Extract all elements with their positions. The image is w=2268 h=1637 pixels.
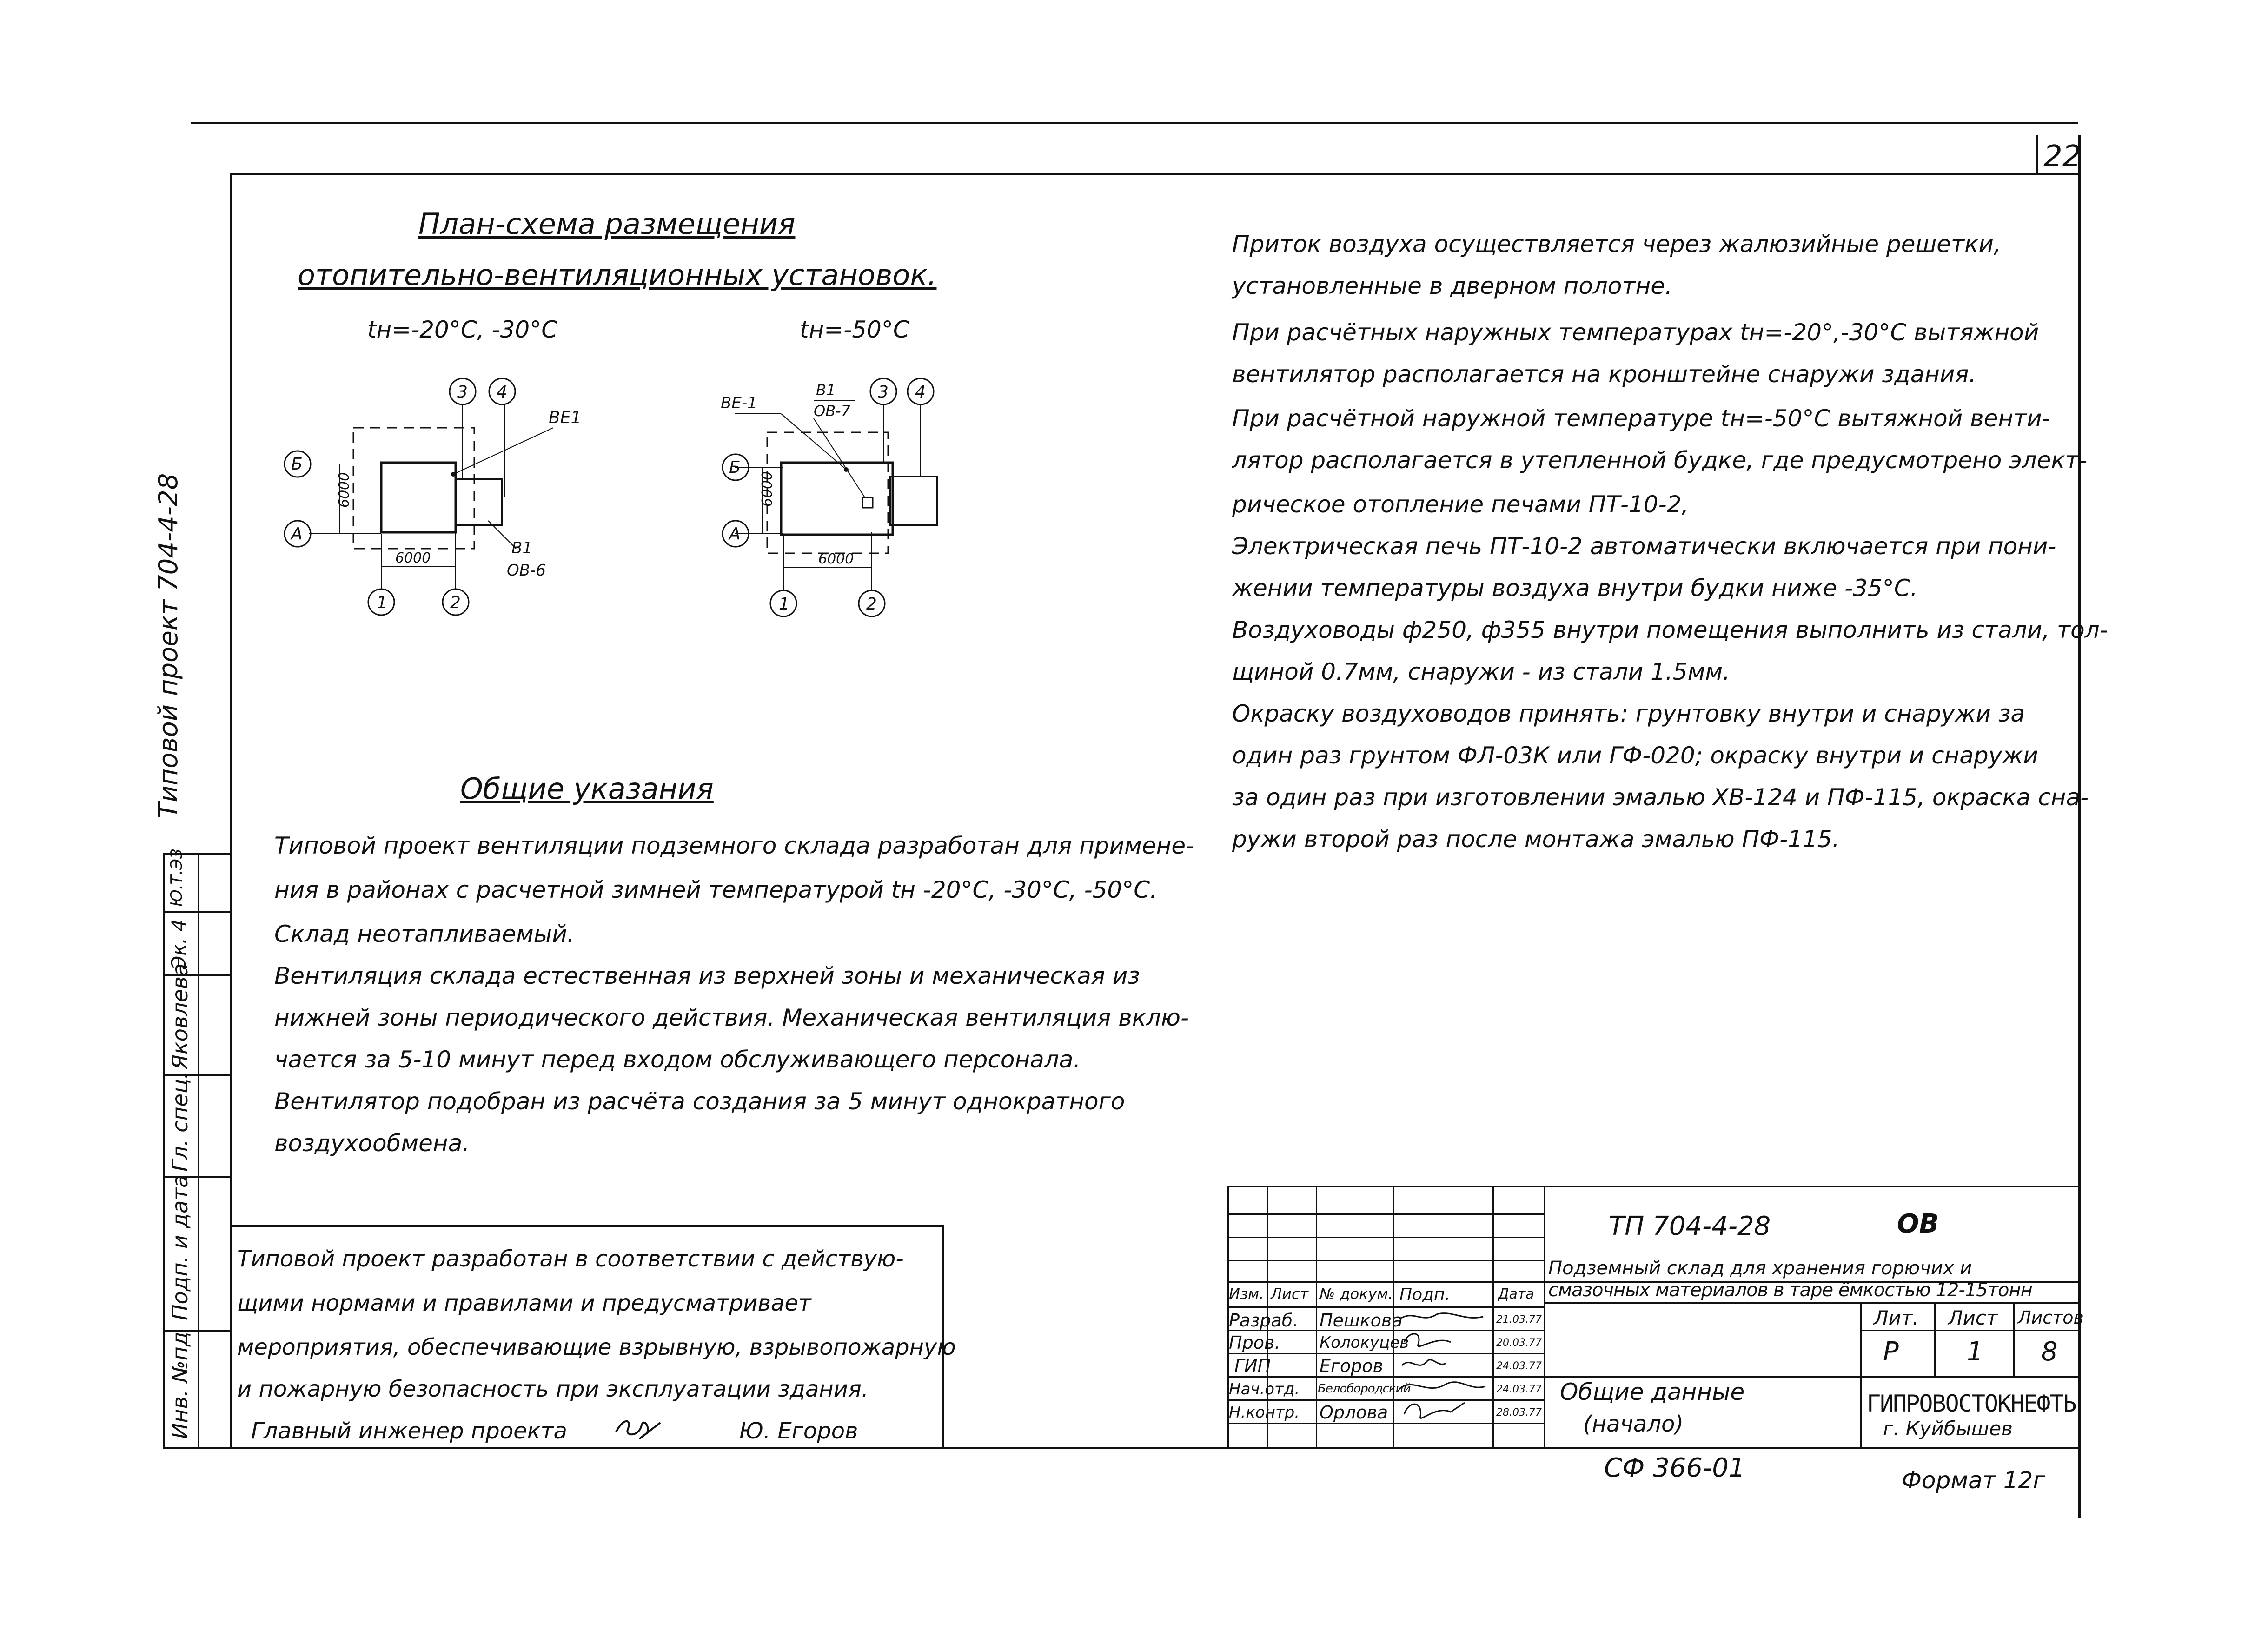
note-line: Приток воздуха осуществляется через жалюзийные решетки,: [1232, 231, 2001, 258]
right-axis-2: 2: [866, 595, 877, 614]
tb-name: Белобородский: [1318, 1382, 1411, 1396]
scheme-left-temp: tн=-20°С, -30°С: [367, 316, 558, 343]
margin-yakovleva: Яковлева: [167, 963, 192, 1069]
scheme-title-2: отопительно-вентиляционных установок.: [298, 258, 937, 292]
right-dim-v: 6000: [759, 471, 776, 507]
tb-row-3: [1227, 1260, 1544, 1261]
tb-code: ТП 704-4-28: [1609, 1211, 1771, 1241]
right-axis-a: А: [729, 524, 741, 543]
statement-line: Типовой проект разработан в соответствии с действую-: [237, 1246, 904, 1272]
tb-org: ГИПРОВОСТОКНЕФТЬ: [1867, 1390, 2076, 1417]
right-axis-4: 4: [915, 383, 926, 402]
left-fan-label: ВЕ1: [549, 408, 582, 427]
tb-row-5: [1227, 1306, 1544, 1308]
format-label: Формат 12г: [1902, 1467, 2045, 1494]
general-line: Склад неотапливаемый.: [274, 921, 575, 948]
margin-inv-no: Инв. №пд: [167, 1332, 192, 1439]
tb-sheet-title-2: (начало): [1583, 1411, 1684, 1437]
note-line: Электрическая печь ПТ-10-2 автоматически включается при пони-: [1232, 533, 2056, 560]
margin-date: Ю.Т.ЭЗ: [167, 848, 186, 907]
left-axis-a: А: [291, 524, 303, 543]
general-heading: Общие указания: [460, 772, 714, 806]
general-line: Вентиляция склада естественная из верхней зоны и механическая из: [274, 962, 1140, 989]
tb-list: 1: [1967, 1337, 1983, 1367]
statement-line: и пожарную безопасность при эксплуатации здания.: [237, 1376, 869, 1402]
tb-hdr-podp: Подп.: [1399, 1285, 1450, 1304]
tb-row-7: [1227, 1353, 1544, 1354]
note-line: за один раз при изготовлении эмалью ХВ-124 и ПФ-115, окраска сна-: [1232, 784, 2089, 811]
left-dim-h: 6000: [395, 550, 431, 566]
general-line: чается за 5-10 минут перед входом обслуживающего персонала.: [274, 1046, 1081, 1073]
left-side-label: Типовой проект 704-4-28: [153, 473, 184, 818]
page-number: 22: [2043, 139, 2082, 174]
left-dim-v: 6000: [336, 472, 352, 508]
tb-col-5: [1544, 1186, 1545, 1449]
note-line: При расчётных наружных температурах tн=-20°,-30°С вытяжной: [1232, 319, 2039, 346]
statement-line: щими нормами и правилами и предусматривает: [237, 1290, 811, 1316]
tb-row-2: [1227, 1237, 1544, 1238]
tb-sheet-title-1: Общие данные: [1560, 1379, 1745, 1405]
top-outer-line: [191, 122, 2078, 124]
margin-div-1: [163, 911, 232, 913]
tb-row-8: [1227, 1376, 2081, 1378]
note-line: лятор располагается в утепленной будке, где предусмотрено элект-: [1232, 447, 2087, 474]
tb-date: 28.03.77: [1496, 1407, 1542, 1418]
tb-hdr-izm: Изм.: [1229, 1285, 1264, 1303]
scheme-right-temp: tн=-50°С: [800, 316, 909, 343]
right-axis-3: 3: [878, 383, 889, 402]
tb-name: Колокуцев: [1320, 1333, 1409, 1352]
tb-section: ОВ: [1897, 1209, 1939, 1239]
tb-name: Орлова: [1320, 1402, 1388, 1423]
tb-right-row-b: [1860, 1330, 2081, 1331]
margin-strip-left: [163, 853, 165, 1448]
tb-list-div: [2013, 1302, 2015, 1376]
left-axis-4: 4: [497, 383, 507, 402]
tb-lit: Р: [1883, 1337, 1899, 1367]
tb-lit-label: Лит.: [1874, 1306, 1919, 1329]
chief-engineer-label: Главный инженер проекта: [251, 1418, 567, 1444]
tb-lit-div: [1934, 1302, 1936, 1376]
note-line: вентилятор располагается на кронштейне снаружи здания.: [1232, 361, 1976, 388]
plan-scheme-left: [270, 358, 586, 628]
tb-row-10: [1227, 1423, 1544, 1424]
page-number-box-left: [2036, 135, 2038, 174]
tb-date: 24.03.77: [1496, 1384, 1542, 1395]
general-line: Вентилятор подобран из расчёта создания за 5 минут однократного: [274, 1088, 1125, 1115]
general-line: воздухообмена.: [274, 1130, 470, 1157]
left-axis-b: Б: [291, 455, 303, 474]
tb-right-row-a: [1544, 1302, 2081, 1304]
tb-project-2: смазочных материалов в таре ёмкостью 12-15тонн: [1548, 1279, 2032, 1301]
left-vent-label: В1: [511, 539, 532, 557]
note-line: рическое отопление печами ПТ-10-2,: [1232, 491, 1689, 518]
note-line: При расчётной наружной температуре tн=-50°С вытяжной венти-: [1232, 405, 2050, 432]
right-axis-b: Б: [729, 458, 741, 477]
note-line: один раз грунтом ФЛ-03К или ГФ-020; окраску внутри и снаружи: [1232, 742, 2038, 769]
margin-chief-spec: Гл. спец.: [167, 1072, 192, 1172]
right-axis-1: 1: [779, 595, 789, 614]
tb-date: 24.03.77: [1496, 1360, 1542, 1372]
tb-name: Пешкова: [1320, 1310, 1403, 1331]
left-axis-3: 3: [457, 383, 468, 402]
scheme-title-1: План-схема размещения: [418, 207, 796, 241]
frame-top: [230, 173, 2081, 175]
tb-col-2: [1316, 1186, 1317, 1449]
statement-line: мероприятия, обеспечивающие взрывную, взрывопожарную: [237, 1334, 956, 1360]
note-line: ружи второй раз после монтажа эмалью ПФ-115.: [1232, 826, 1840, 853]
general-line: ния в районах с расчетной зимней температурой tн -20°С, -30°С, -50°С.: [274, 876, 1158, 903]
right-vent-label: В1: [816, 381, 836, 399]
margin-div-5: [163, 1330, 232, 1332]
right-dim-h: 6000: [818, 551, 854, 567]
tb-list-label: Лист: [1948, 1306, 1998, 1329]
tb-role: Разраб.: [1229, 1310, 1299, 1331]
tb-hdr-ndoc: № докум.: [1320, 1285, 1393, 1303]
note-line: жении температуры воздуха внутри будки ниже -35°С.: [1232, 575, 1918, 602]
tb-listov-label: Листов: [2018, 1307, 2084, 1328]
left-axis-1: 1: [377, 593, 387, 612]
margin-ek: Эк. 4: [167, 919, 190, 969]
general-line: нижней зоны периодического действия. Механическая вентиляция вклю-: [274, 1004, 1189, 1031]
tb-role: Н.контр.: [1229, 1403, 1300, 1422]
tb-project-1: Подземный склад для хранения горючих и: [1548, 1258, 1972, 1279]
tb-city: г. Куйбышев: [1883, 1417, 2013, 1440]
footer-code: СФ 366-01: [1604, 1453, 1745, 1483]
chief-engineer-name: Ю. Егоров: [739, 1418, 858, 1444]
tb-col-4: [1492, 1186, 1494, 1449]
chief-signature-icon: [614, 1413, 665, 1446]
left-axis-2: 2: [450, 593, 461, 612]
signature-icons: [1395, 1307, 1490, 1424]
plan-scheme-right: [707, 358, 995, 628]
tb-date: 21.03.77: [1496, 1314, 1542, 1326]
tb-hdr-data: Дата: [1498, 1286, 1534, 1302]
tb-row-9: [1227, 1399, 1544, 1401]
note-line: Воздуховоды ф250, ф355 внутри помещения выполнить из стали, тол-: [1232, 616, 2108, 643]
tb-right-div: [1860, 1302, 1862, 1449]
general-line: Типовой проект вентиляции подземного склада разработан для примене-: [274, 832, 1194, 859]
tb-listov: 8: [2041, 1337, 2058, 1367]
note-line: Окраску воздуховодов принять: грунтовку внутри и снаружи за: [1232, 700, 2025, 727]
tb-role: ГИП: [1234, 1356, 1271, 1376]
tb-date: 20.03.77: [1496, 1337, 1542, 1349]
tb-hdr-list: Лист: [1271, 1285, 1309, 1303]
tb-name: Егоров: [1320, 1356, 1383, 1376]
right-fan-label: ВЕ-1: [721, 394, 757, 412]
tb-role: Нач.отд.: [1229, 1380, 1300, 1398]
tb-row-1: [1227, 1213, 1544, 1215]
right-vent2-label: ОВ-7: [814, 402, 851, 420]
note-line: щиной 0.7мм, снаружи - из стали 1.5мм.: [1232, 658, 1730, 685]
margin-signature-date: Подп. и дата: [167, 1174, 192, 1320]
left-vent2-label: ОВ-6: [507, 561, 546, 580]
tb-role: Пров.: [1229, 1332, 1280, 1353]
margin-strip-mid: [198, 853, 199, 1448]
note-line: установленные в дверном полотне.: [1232, 272, 1672, 299]
